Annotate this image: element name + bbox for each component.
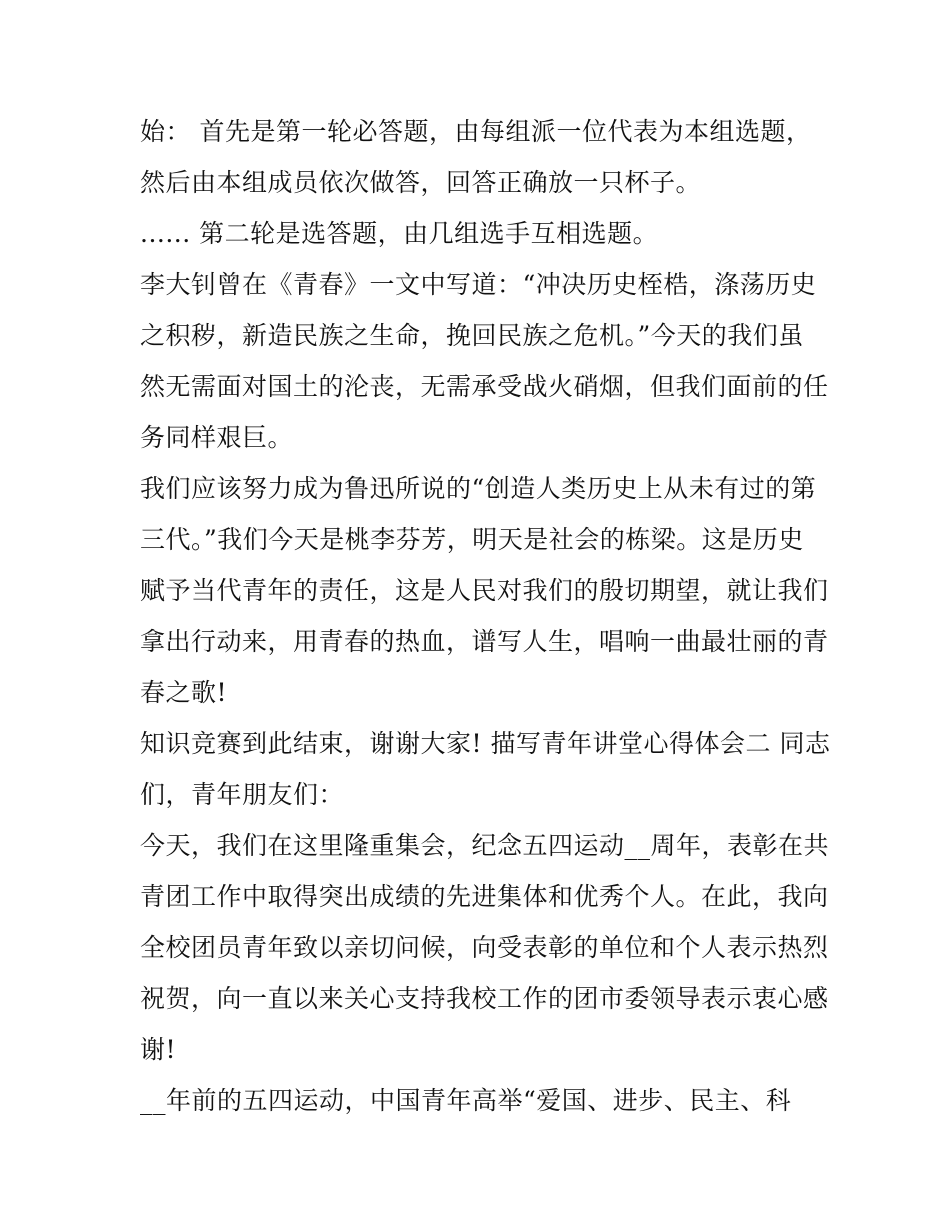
text-line: __年前的五四运动，中国青年高举“爱国、进步、民主、科 bbox=[140, 1086, 792, 1115]
text-line: 赋予当代青年的责任，这是人民对我们的殷切期望，就让我们 bbox=[140, 576, 829, 605]
text-line: ...... 第二轮是选答题，由几组选手互相选题。 bbox=[140, 219, 659, 248]
text-line: 祝贺，向一直以来关心支持我校工作的团市委领导表示衷心感 bbox=[140, 984, 829, 1013]
text-line: 务同样艰巨。 bbox=[140, 423, 294, 452]
text-line: 今天，我们在这里隆重集会，纪念五四运动__周年，表彰在共 bbox=[140, 831, 830, 860]
text-line: 们，青年朋友们： bbox=[140, 780, 345, 809]
text-line: 谢! bbox=[140, 1035, 177, 1064]
text-line: 知识竞赛到此结束，谢谢大家! 描写青年讲堂心得体会二 同志 bbox=[140, 729, 831, 758]
text-line: 然无需面对国土的沦丧，无需承受战火硝烟，但我们面前的任 bbox=[140, 372, 829, 401]
text-line: 青团工作中取得突出成绩的先进集体和优秀个人。在此，我向 bbox=[140, 882, 829, 911]
text-line: 我们应该努力成为鲁迅所说的“创造人类历史上从未有过的第 bbox=[140, 474, 817, 503]
text-line: 拿出行动来，用青春的热血，谱写人生，唱响一曲最壮丽的青 bbox=[140, 627, 829, 656]
text-line: 三代。”我们今天是桃李芬芳，明天是社会的栋梁。这是历史 bbox=[140, 525, 804, 554]
text-line: 之积秽，新造民族之生命，挽回民族之危机。”今天的我们虽 bbox=[140, 321, 804, 350]
text-line: 始： 首先是第一轮必答题，由每组派一位代表为本组选题， bbox=[140, 117, 812, 146]
text-line: 李大钊曾在《青春》一文中写道：“冲决历史桎梏，涤荡历史 bbox=[140, 270, 817, 299]
text-line: 全校团员青年致以亲切问候，向受表彰的单位和个人表示热烈 bbox=[140, 933, 829, 962]
text-line: 然后由本组成员依次做答，回答正确放一只杯子。 bbox=[140, 168, 702, 197]
document-body bbox=[140, 106, 831, 1126]
text-line: 春之歌! bbox=[140, 678, 228, 707]
